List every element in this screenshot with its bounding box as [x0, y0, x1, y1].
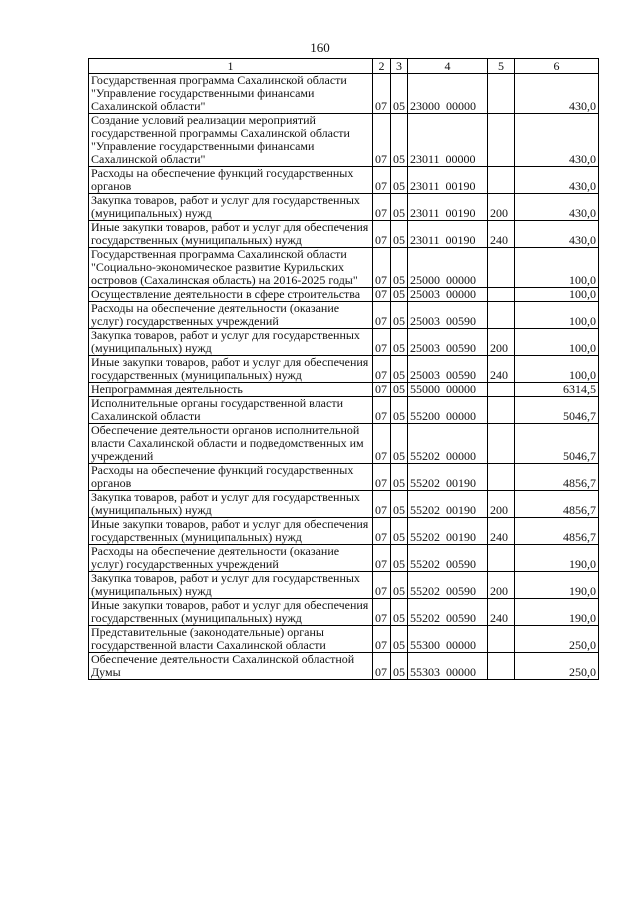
row-name-cell: Представительные (законодательные) органы государственной власти Сахалинской области [89, 626, 373, 653]
row-subsection-cell: 05 [391, 221, 408, 248]
row-target-article-cell: 55202 00590 [408, 599, 488, 626]
row-section-cell: 07 [373, 653, 391, 680]
row-expense-type-cell: 240 [488, 221, 515, 248]
row-name-cell: Иные закупки товаров, работ и услуг для обеспечения государственных (муниципальных) нужд [89, 599, 373, 626]
row-name-cell: Закупка товаров, работ и услуг для государственных (муниципальных) нужд [89, 491, 373, 518]
row-subsection-cell: 05 [391, 356, 408, 383]
row-target-article-cell: 25003 00590 [408, 302, 488, 329]
table-row [89, 356, 599, 383]
row-target-article-cell: 55202 00000 [408, 424, 488, 464]
row-name-cell: Иные закупки товаров, работ и услуг для обеспечения государственных (муниципальных) нужд [89, 221, 373, 248]
row-subsection-cell: 05 [391, 74, 408, 114]
row-expense-type-cell [488, 383, 515, 397]
table-row [89, 464, 599, 491]
row-subsection-cell: 05 [391, 114, 408, 167]
row-amount-cell: 250,0 [515, 653, 599, 680]
row-target-article-cell: 55202 00590 [408, 545, 488, 572]
row-amount-cell: 250,0 [515, 626, 599, 653]
row-amount-cell: 5046,7 [515, 397, 599, 424]
row-target-article-cell: 55000 00000 [408, 383, 488, 397]
row-target-article-cell: 25000 00000 [408, 248, 488, 288]
row-amount-cell: 100,0 [515, 288, 599, 302]
row-section-cell: 07 [373, 74, 391, 114]
col-header-2: 2 [373, 59, 391, 74]
row-section-cell: 07 [373, 518, 391, 545]
row-amount-cell: 5046,7 [515, 424, 599, 464]
row-name-cell: Непрограммная деятельность [89, 383, 373, 397]
row-section-cell: 07 [373, 329, 391, 356]
row-name-cell: Закупка товаров, работ и услуг для государственных (муниципальных) нужд [89, 572, 373, 599]
row-subsection-cell: 05 [391, 397, 408, 424]
table-row [89, 626, 599, 653]
table-row [89, 424, 599, 464]
row-target-article-cell: 25003 00000 [408, 288, 488, 302]
row-amount-cell: 100,0 [515, 329, 599, 356]
row-expense-type-cell: 200 [488, 329, 515, 356]
row-section-cell: 07 [373, 626, 391, 653]
row-amount-cell: 100,0 [515, 356, 599, 383]
table-row [89, 221, 599, 248]
row-section-cell: 07 [373, 491, 391, 518]
row-target-article-cell: 55202 00590 [408, 572, 488, 599]
table-row [89, 248, 599, 288]
row-expense-type-cell [488, 653, 515, 680]
table-row [89, 114, 599, 167]
row-name-cell: Расходы на обеспечение функций государственных органов [89, 167, 373, 194]
row-subsection-cell: 05 [391, 329, 408, 356]
row-expense-type-cell [488, 397, 515, 424]
row-amount-cell: 100,0 [515, 302, 599, 329]
row-subsection-cell: 05 [391, 518, 408, 545]
table-body [89, 74, 599, 680]
row-expense-type-cell: 200 [488, 491, 515, 518]
row-amount-cell: 430,0 [515, 167, 599, 194]
row-target-article-cell: 23011 00190 [408, 194, 488, 221]
row-name-cell: Обеспечение деятельности органов исполнительной власти Сахалинской области и подведомственных им учреждений [89, 424, 373, 464]
row-subsection-cell: 05 [391, 626, 408, 653]
table-row [89, 397, 599, 424]
row-section-cell: 07 [373, 464, 391, 491]
row-target-article-cell: 25003 00590 [408, 356, 488, 383]
header-row [89, 59, 599, 74]
row-name-cell: Расходы на обеспечение деятельности (оказание услуг) государственных учреждений [89, 302, 373, 329]
row-subsection-cell: 05 [391, 599, 408, 626]
table-row [89, 545, 599, 572]
table-row [89, 194, 599, 221]
row-subsection-cell: 05 [391, 464, 408, 491]
row-expense-type-cell [488, 248, 515, 288]
row-subsection-cell: 05 [391, 167, 408, 194]
col-header-6: 6 [515, 59, 599, 74]
row-section-cell: 07 [373, 302, 391, 329]
row-name-cell: Иные закупки товаров, работ и услуг для обеспечения государственных (муниципальных) нужд [89, 356, 373, 383]
row-name-cell: Закупка товаров, работ и услуг для государственных (муниципальных) нужд [89, 329, 373, 356]
row-amount-cell: 430,0 [515, 74, 599, 114]
row-section-cell: 07 [373, 599, 391, 626]
row-name-cell: Осуществление деятельности в сфере строительства [89, 288, 373, 302]
table-row [89, 491, 599, 518]
row-subsection-cell: 05 [391, 424, 408, 464]
row-section-cell: 07 [373, 248, 391, 288]
row-expense-type-cell [488, 545, 515, 572]
row-amount-cell: 6314,5 [515, 383, 599, 397]
row-expense-type-cell [488, 464, 515, 491]
row-target-article-cell: 23000 00000 [408, 74, 488, 114]
row-section-cell: 07 [373, 572, 391, 599]
row-target-article-cell: 55303 00000 [408, 653, 488, 680]
row-expense-type-cell [488, 302, 515, 329]
table-row [89, 288, 599, 302]
row-expense-type-cell: 240 [488, 599, 515, 626]
row-expense-type-cell [488, 288, 515, 302]
row-amount-cell: 4856,7 [515, 518, 599, 545]
table-row [89, 599, 599, 626]
row-section-cell: 07 [373, 424, 391, 464]
row-subsection-cell: 05 [391, 248, 408, 288]
row-expense-type-cell: 200 [488, 572, 515, 599]
row-expense-type-cell: 240 [488, 518, 515, 545]
row-name-cell: Расходы на обеспечение деятельности (оказание услуг) государственных учреждений [89, 545, 373, 572]
row-subsection-cell: 05 [391, 302, 408, 329]
row-subsection-cell: 05 [391, 194, 408, 221]
row-amount-cell: 190,0 [515, 572, 599, 599]
budget-table [88, 58, 599, 680]
table-row [89, 329, 599, 356]
row-section-cell: 07 [373, 545, 391, 572]
row-subsection-cell: 05 [391, 288, 408, 302]
row-expense-type-cell [488, 167, 515, 194]
row-target-article-cell: 23011 00000 [408, 114, 488, 167]
col-header-5: 5 [488, 59, 515, 74]
row-name-cell: Государственная программа Сахалинской области "Управление государственными финансами Сахалинской области" [89, 74, 373, 114]
row-target-article-cell: 23011 00190 [408, 167, 488, 194]
row-target-article-cell: 55200 00000 [408, 397, 488, 424]
row-target-article-cell: 55202 00190 [408, 491, 488, 518]
row-section-cell: 07 [373, 167, 391, 194]
row-amount-cell: 430,0 [515, 221, 599, 248]
row-amount-cell: 430,0 [515, 114, 599, 167]
row-section-cell: 07 [373, 288, 391, 302]
row-target-article-cell: 23011 00190 [408, 221, 488, 248]
row-amount-cell: 190,0 [515, 599, 599, 626]
page-number: 160 [310, 40, 330, 55]
table-row [89, 302, 599, 329]
row-subsection-cell: 05 [391, 572, 408, 599]
row-expense-type-cell [488, 626, 515, 653]
row-name-cell: Закупка товаров, работ и услуг для государственных (муниципальных) нужд [89, 194, 373, 221]
row-section-cell: 07 [373, 114, 391, 167]
row-section-cell: 07 [373, 383, 391, 397]
row-target-article-cell: 25003 00590 [408, 329, 488, 356]
row-name-cell: Обеспечение деятельности Сахалинской областной Думы [89, 653, 373, 680]
row-amount-cell: 4856,7 [515, 464, 599, 491]
table-row [89, 653, 599, 680]
row-expense-type-cell: 240 [488, 356, 515, 383]
row-target-article-cell: 55202 00190 [408, 464, 488, 491]
row-name-cell: Расходы на обеспечение функций государственных органов [89, 464, 373, 491]
row-section-cell: 07 [373, 221, 391, 248]
table-row [89, 572, 599, 599]
row-amount-cell: 100,0 [515, 248, 599, 288]
row-name-cell: Иные закупки товаров, работ и услуг для обеспечения государственных (муниципальных) нужд [89, 518, 373, 545]
row-amount-cell: 190,0 [515, 545, 599, 572]
row-subsection-cell: 05 [391, 383, 408, 397]
row-expense-type-cell [488, 114, 515, 167]
table-row [89, 518, 599, 545]
row-expense-type-cell [488, 74, 515, 114]
col-header-3: 3 [391, 59, 408, 74]
row-section-cell: 07 [373, 397, 391, 424]
col-header-1: 1 [89, 59, 373, 74]
table-row [89, 383, 599, 397]
row-target-article-cell: 55202 00190 [408, 518, 488, 545]
row-name-cell: Исполнительные органы государственной власти Сахалинской области [89, 397, 373, 424]
row-amount-cell: 4856,7 [515, 491, 599, 518]
row-name-cell: Государственная программа Сахалинской области "Социально-экономическое развитие Курильских островов (Сахалинская область) на 2016-2025 годы" [89, 248, 373, 288]
row-section-cell: 07 [373, 194, 391, 221]
row-expense-type-cell: 200 [488, 194, 515, 221]
row-subsection-cell: 05 [391, 653, 408, 680]
col-header-4: 4 [408, 59, 488, 74]
row-subsection-cell: 05 [391, 491, 408, 518]
table-row [89, 74, 599, 114]
row-section-cell: 07 [373, 356, 391, 383]
row-subsection-cell: 05 [391, 545, 408, 572]
table-row [89, 167, 599, 194]
row-name-cell: Создание условий реализации мероприятий государственной программы Сахалинской области "Управление государственными финансами Сахалинской области" [89, 114, 373, 167]
row-expense-type-cell [488, 424, 515, 464]
row-target-article-cell: 55300 00000 [408, 626, 488, 653]
row-amount-cell: 430,0 [515, 194, 599, 221]
